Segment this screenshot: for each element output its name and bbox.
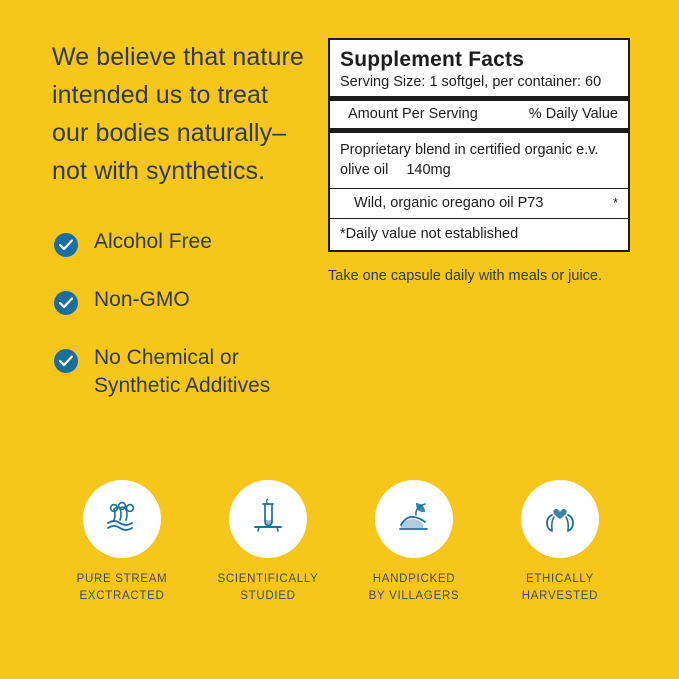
headline-line-3: our bodies naturally–: [52, 119, 287, 147]
badge-label: PURE STREAM EXCTRACTED: [76, 573, 168, 602]
badge-pure-stream-extracted: [58, 480, 186, 605]
amount-per-serving-label: Amount Per Serving: [348, 106, 478, 122]
ingredient-name: Wild, organic oregano oil P73: [354, 195, 544, 211]
serving-size: Serving Size: 1 softgel, per container: 60: [340, 74, 602, 90]
feature-bullet-list: [54, 228, 344, 429]
proprietary-blend-row: [330, 133, 628, 188]
badge-circle: [229, 480, 307, 558]
hand-leaf-icon: [392, 495, 436, 544]
check-icon: [54, 291, 78, 315]
badge-label: HANDPICKED BY VILLAGERS: [368, 573, 460, 602]
headline-line-4: not with synthetics.: [52, 157, 266, 185]
daily-value-footnote: *Daily value not established: [340, 226, 519, 242]
badge-scientifically-studied: [204, 480, 332, 605]
badge-circle: [375, 480, 453, 558]
badge-handpicked-by-villagers: [350, 480, 478, 605]
list-item: [54, 344, 344, 400]
blend-amount: 140mg: [406, 162, 451, 178]
badge-ethically-harvested: [496, 480, 624, 605]
check-icon: [54, 349, 78, 373]
list-item: [54, 286, 344, 315]
daily-value-label: % Daily Value: [528, 106, 618, 122]
supplement-facts-panel: [328, 38, 630, 252]
badge-row: [58, 480, 624, 605]
directions-text: Take one capsule daily with meals or juice.: [328, 268, 603, 284]
headline-line-2: intended us to treat: [52, 81, 269, 109]
headline: [52, 38, 322, 190]
bullet-label: Non-GMO: [94, 288, 190, 311]
badge-circle: [521, 480, 599, 558]
test-tube-icon: [246, 495, 290, 544]
badge-label: ETHICALLY HARVESTED: [521, 573, 599, 602]
bullet-label: No Chemical or Synthetic Additives: [94, 346, 271, 397]
badge-circle: [83, 480, 161, 558]
ingredient-daily-value: *: [612, 195, 618, 210]
bullet-label: Alcohol Free: [94, 230, 212, 253]
blend-name: Proprietary blend in certified organic e.v. olive oil: [340, 142, 599, 178]
headline-line-1: We believe that nature: [52, 43, 304, 71]
hands-heart-icon: [538, 495, 582, 544]
amount-header-row: [330, 101, 628, 128]
check-icon: [54, 233, 78, 257]
ingredient-row: [330, 189, 628, 218]
stream-water-icon: [100, 495, 144, 544]
supplement-facts-title: Supplement Facts: [340, 48, 525, 71]
list-item: [54, 228, 344, 257]
badge-label: SCIENTIFICALLY STUDIED: [217, 573, 319, 602]
